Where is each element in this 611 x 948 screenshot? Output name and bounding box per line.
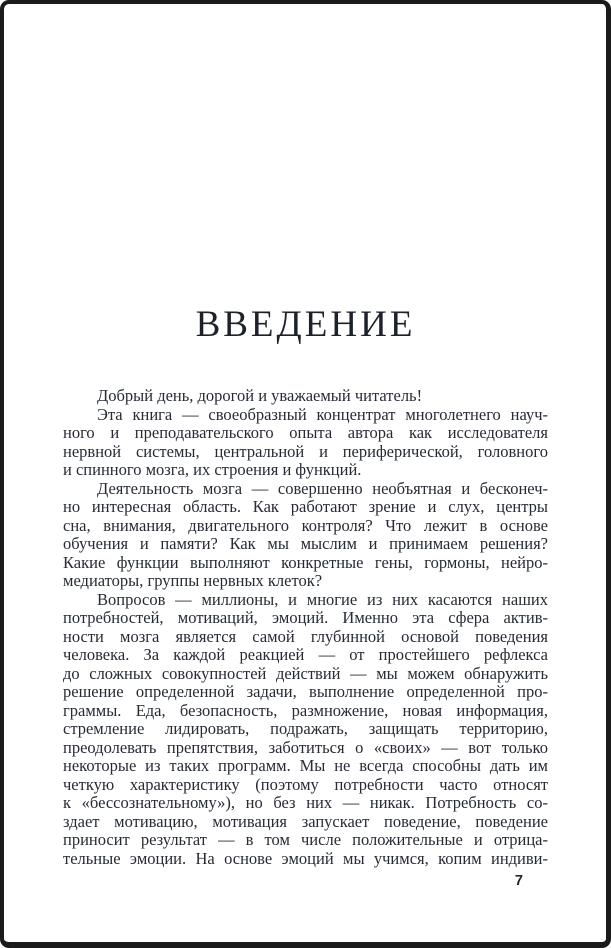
text-line: тельные эмоции. На основе эмоций мы учимся, копим индиви- [63,848,548,868]
text-line: сна, внимания, двигательного контроля? Что лежит в основе [63,515,548,535]
text-line: стремление лидировать, подражать, защищать территорию, [63,719,548,738]
text-line: и спинного мозга, их строения и функций. [63,460,362,479]
text-line: Эта книга — своеобразный концентрат многолетнего науч- [97,404,548,424]
text-line: Деятельность мозга — совершенно необъятная и бесконеч- [97,478,548,498]
text-line: четкую характеристику (поэтому потребности часто относят [63,774,548,794]
text-line: но интересная область. Как работают зрение и слух, центры [63,497,548,516]
text-line: Добрый день, дорогой и уважаемый читатель! [97,386,423,405]
text-line: Какие функции выполняют конкретные гены, гормоны, нейро- [63,552,548,572]
text-line: нервной системы, центральной и периферической, головного [63,441,548,461]
chapter-title: ВВЕДЕНИЕ [195,304,416,345]
text-line: решение определенной задачи, выполнение определенной про- [63,682,548,701]
text-line: приносит результат — в том числе положительные и отрица- [63,830,548,849]
text-line: обучения и памяти? Как мы мыслим и принимаем решения? [63,534,548,553]
page-number: 7 [514,873,523,889]
text-line: граммы. Еда, безопасность, размножение, новая информация, [63,700,548,720]
text-line: медиаторы, группы нервных клеток? [63,571,323,590]
body-text [63,387,548,868]
text-line: человека. За каждой реакцией — от простейшего рефлекса [63,645,548,664]
text-line: ного и преподавательского опыта автора как исследователя [63,423,548,442]
text-line: ности мозга является самой глубинной основой поведения [63,626,548,646]
text-line: здает мотивацию, мотивация запускает поведение, поведение [63,811,548,831]
text-line: Вопросов — миллионы, и многие из них касаются наших [97,589,548,609]
text-line: до сложных совокупностей действий — мы можем обнаружить [63,663,548,683]
text-line: некоторые из таких программ. Мы не всегда способны дать им [63,756,548,775]
text-line: преодолевать препятствия, заботиться о «своих» — вот только [63,737,548,757]
text-line: к «бессознательному»), но без них — никак. Потребность со- [63,793,548,812]
text-line: потребностей, мотиваций, эмоций. Именно эта сфера актив- [63,608,548,627]
